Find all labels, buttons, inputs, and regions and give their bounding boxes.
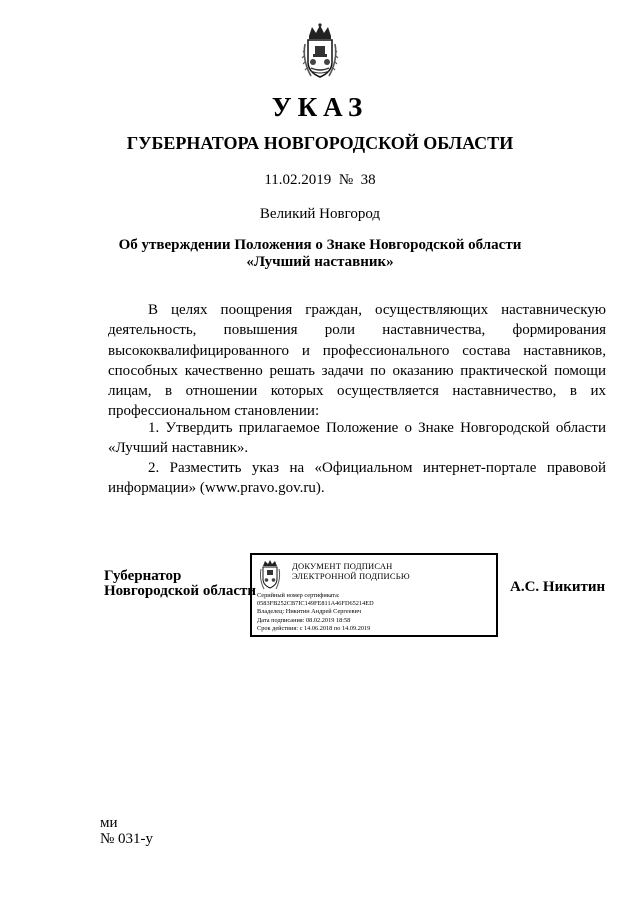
footer-initials: ми <box>100 815 118 831</box>
body-paragraph-1: В целях поощрения граждан, осуществляющих наставническую деятельность, повышения роли наставничества, формирования высококвалифицированного и профессионального состава наставников, способных качественно решать задачи по оказанию практической помощи лицам, в отношении которых осуществляется наставничество, в их профессиональном становлении: <box>108 302 606 420</box>
document-date: 11.02.2019 <box>264 172 332 188</box>
electronic-signature-stamp <box>250 553 498 637</box>
footer-reg-number: № 031-у <box>100 831 154 847</box>
document-number: 38 <box>360 172 376 188</box>
city: Великий Новгород <box>259 206 381 222</box>
position-line-2: Новгородской области <box>104 583 257 599</box>
position-line-1: Губернатор <box>104 568 182 584</box>
number-sign: № <box>338 172 354 188</box>
stamp-emblem-icon <box>259 559 281 591</box>
stamp-details <box>257 592 374 633</box>
signatory-position <box>104 569 256 599</box>
date-number-line <box>0 172 640 189</box>
heading-line-2: «Лучший наставник» <box>246 254 394 270</box>
body-paragraph-3: 2. Разместить указ на «Официальном интернет-портале правовой информации» (www.pravo.gov.ru). <box>108 460 606 497</box>
stamp-owner: Владелец: Никитин Андрей Сергеевич <box>257 608 362 616</box>
coat-of-arms-emblem <box>301 22 339 80</box>
stamp-header-line-2: ЭЛЕКТРОННОЙ ПОДПИСЬЮ <box>292 571 410 581</box>
stamp-validity: Срок действия: с 14.06.2018 по 14.09.2019 <box>257 624 371 632</box>
stamp-signed-date: Дата подписания: 08.02.2019 18:58 <box>257 616 351 624</box>
stamp-header-line-1: ДОКУМЕНТ ПОДПИСАН <box>292 561 393 571</box>
footer-registration <box>100 815 153 847</box>
document-subtitle: ГУБЕРНАТОРА НОВГОРОДСКОЙ ОБЛАСТИ <box>126 133 514 153</box>
heading-line-1: Об утверждении Положения о Знаке Новгородской области <box>118 237 522 253</box>
stamp-serial: 0583FB252CB7IC149FE811A46FD65214ED <box>257 600 374 608</box>
body-paragraph-2: 1. Утвердить прилагаемое Положение о Знаке Новгородской области «Лучший наставник». <box>108 420 606 457</box>
stamp-serial-label: Серийный номер сертификата: <box>257 592 340 599</box>
signatory-name: А.С. Никитин <box>510 579 606 595</box>
document-title: УКАЗ <box>271 92 369 122</box>
document-heading <box>110 237 530 271</box>
stamp-header <box>292 561 410 581</box>
